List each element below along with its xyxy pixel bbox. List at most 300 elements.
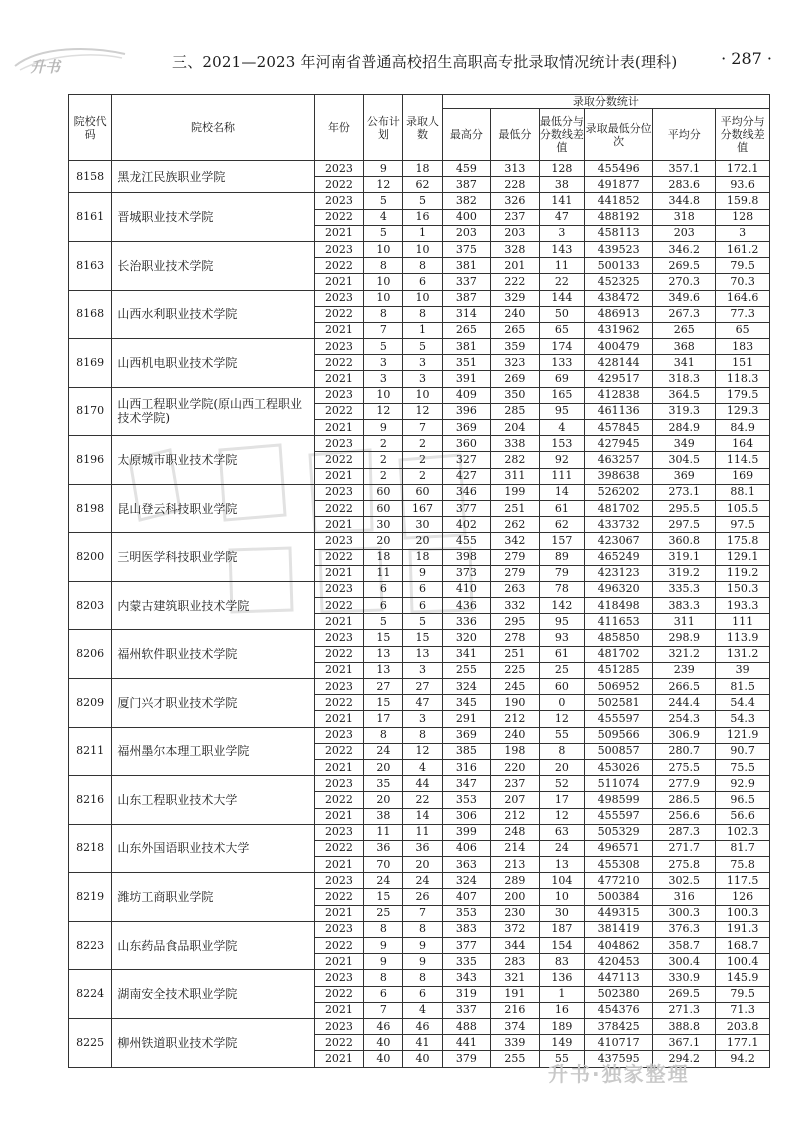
cell-avg-diff: 183 — [716, 339, 770, 355]
table-body — [69, 161, 770, 1068]
cell-plan: 8 — [364, 727, 403, 743]
cell-max-score: 320 — [442, 630, 491, 646]
cell-min-rank: 411653 — [585, 614, 653, 630]
cell-plan: 6 — [364, 986, 403, 1002]
table-header — [69, 95, 770, 161]
cell-min-diff: 111 — [539, 468, 584, 484]
cell-admit: 7 — [403, 905, 442, 921]
page-header — [30, 40, 772, 80]
cell-avg-score: 300.3 — [653, 905, 716, 921]
cell-avg-diff: 151 — [716, 355, 770, 371]
cell-max-score: 319 — [442, 986, 491, 1002]
cell-admit: 46 — [403, 1018, 442, 1034]
cell-admit: 9 — [403, 954, 442, 970]
cell-min-score: 222 — [491, 274, 540, 290]
cell-plan: 2 — [364, 468, 403, 484]
cell-year: 2023 — [314, 339, 364, 355]
cell-min-score: 245 — [491, 679, 540, 695]
cell-min-diff: 136 — [539, 970, 584, 986]
cell-avg-score: 369 — [653, 468, 716, 484]
cell-max-score: 345 — [442, 695, 491, 711]
cell-avg-score: 277.9 — [653, 776, 716, 792]
cell-plan: 10 — [364, 387, 403, 403]
cell-max-score: 343 — [442, 970, 491, 986]
cell-avg-score: 297.5 — [653, 517, 716, 533]
table-row — [69, 387, 770, 403]
cell-min-rank: 433732 — [585, 517, 653, 533]
cell-avg-diff: 126 — [716, 889, 770, 905]
cell-year: 2022 — [314, 258, 364, 274]
col-code: 院校代码 — [69, 95, 112, 161]
cell-min-score: 329 — [491, 290, 540, 306]
cell-year: 2021 — [314, 322, 364, 338]
cell-year: 2021 — [314, 857, 364, 873]
cell-min-rank: 418498 — [585, 598, 653, 614]
cell-min-score: 248 — [491, 824, 540, 840]
cell-min-diff: 83 — [539, 954, 584, 970]
cell-avg-diff: 119.2 — [716, 565, 770, 581]
cell-min-rank: 502581 — [585, 695, 653, 711]
cell-min-diff: 8 — [539, 743, 584, 759]
cell-admit: 15 — [403, 630, 442, 646]
cell-max-score: 387 — [442, 177, 491, 193]
cell-max-score: 387 — [442, 290, 491, 306]
cell-plan: 3 — [364, 371, 403, 387]
cell-avg-diff: 81.7 — [716, 840, 770, 856]
cell-max-score: 407 — [442, 889, 491, 905]
cell-avg-score: 306.9 — [653, 727, 716, 743]
school-code: 8196 — [69, 436, 112, 485]
cell-min-diff: 12 — [539, 711, 584, 727]
cell-min-diff: 95 — [539, 614, 584, 630]
cell-plan: 36 — [364, 840, 403, 856]
cell-plan: 13 — [364, 662, 403, 678]
cell-min-score: 283 — [491, 954, 540, 970]
cell-min-rank: 496320 — [585, 581, 653, 597]
cell-avg-diff: 121.9 — [716, 727, 770, 743]
cell-min-score: 240 — [491, 727, 540, 743]
cell-year: 2023 — [314, 193, 364, 209]
cell-min-diff: 12 — [539, 808, 584, 824]
cell-min-diff: 89 — [539, 549, 584, 565]
cell-min-score: 295 — [491, 614, 540, 630]
cell-min-score: 374 — [491, 1018, 540, 1034]
cell-max-score: 346 — [442, 484, 491, 500]
cell-min-rank: 500857 — [585, 743, 653, 759]
cell-min-diff: 3 — [539, 225, 584, 241]
cell-admit: 10 — [403, 290, 442, 306]
cell-year: 2021 — [314, 420, 364, 436]
cell-plan: 8 — [364, 970, 403, 986]
cell-max-score: 335 — [442, 954, 491, 970]
school-name: 山东药品食品职业学院 — [112, 921, 314, 970]
cell-min-score: 225 — [491, 662, 540, 678]
cell-avg-score: 275.8 — [653, 857, 716, 873]
cell-avg-score: 319.2 — [653, 565, 716, 581]
cell-plan: 7 — [364, 1002, 403, 1018]
cell-min-diff: 16 — [539, 1002, 584, 1018]
cell-avg-score: 203 — [653, 225, 716, 241]
cell-avg-score: 319.3 — [653, 403, 716, 419]
cell-min-rank: 449315 — [585, 905, 653, 921]
cell-min-score: 251 — [491, 646, 540, 662]
school-name: 湖南安全技术职业学院 — [112, 970, 314, 1019]
cell-admit: 13 — [403, 646, 442, 662]
cell-min-rank: 441852 — [585, 193, 653, 209]
cell-avg-diff: 88.1 — [716, 484, 770, 500]
cell-plan: 10 — [364, 274, 403, 290]
cell-avg-score: 254.3 — [653, 711, 716, 727]
cell-min-score: 203 — [491, 225, 540, 241]
table-row — [69, 727, 770, 743]
cell-max-score: 337 — [442, 274, 491, 290]
cell-avg-diff: 56.6 — [716, 808, 770, 824]
cell-max-score: 353 — [442, 905, 491, 921]
school-code: 8170 — [69, 387, 112, 436]
table-row — [69, 776, 770, 792]
school-name: 长治职业技术学院 — [112, 241, 314, 290]
cell-max-score: 381 — [442, 258, 491, 274]
school-name: 山东外国语职业技术大学 — [112, 824, 314, 873]
cell-avg-score: 280.7 — [653, 743, 716, 759]
cell-plan: 10 — [364, 290, 403, 306]
cell-max-score: 409 — [442, 387, 491, 403]
cell-avg-score: 271.3 — [653, 1002, 716, 1018]
cell-min-score: 191 — [491, 986, 540, 1002]
cell-min-score: 265 — [491, 322, 540, 338]
cell-plan: 60 — [364, 500, 403, 516]
cell-min-rank: 500384 — [585, 889, 653, 905]
cell-min-diff: 61 — [539, 646, 584, 662]
cell-avg-score: 295.5 — [653, 500, 716, 516]
cell-plan: 12 — [364, 403, 403, 419]
cell-min-rank: 485850 — [585, 630, 653, 646]
cell-year: 2021 — [314, 759, 364, 775]
cell-plan: 15 — [364, 630, 403, 646]
cell-min-rank: 400479 — [585, 339, 653, 355]
cell-max-score: 406 — [442, 840, 491, 856]
cell-avg-score: 284.9 — [653, 420, 716, 436]
cell-avg-score: 330.9 — [653, 970, 716, 986]
cell-year: 2023 — [314, 387, 364, 403]
cell-min-diff: 133 — [539, 355, 584, 371]
cell-min-rank: 378425 — [585, 1018, 653, 1034]
cell-max-score: 382 — [442, 193, 491, 209]
cell-min-score: 285 — [491, 403, 540, 419]
cell-min-diff: 50 — [539, 306, 584, 322]
cell-plan: 6 — [364, 598, 403, 614]
cell-min-rank: 451285 — [585, 662, 653, 678]
cell-min-rank: 511074 — [585, 776, 653, 792]
cell-avg-diff: 177.1 — [716, 1035, 770, 1051]
school-name: 内蒙古建筑职业技术学院 — [112, 581, 314, 630]
cell-plan: 25 — [364, 905, 403, 921]
cell-max-score: 400 — [442, 209, 491, 225]
col-max: 最高分 — [442, 109, 491, 161]
cell-plan: 4 — [364, 209, 403, 225]
cell-avg-diff: 168.7 — [716, 938, 770, 954]
cell-admit: 6 — [403, 986, 442, 1002]
cell-min-rank: 506952 — [585, 679, 653, 695]
school-code: 8198 — [69, 484, 112, 533]
cell-admit: 14 — [403, 808, 442, 824]
cell-min-score: 289 — [491, 873, 540, 889]
cell-min-rank: 420453 — [585, 954, 653, 970]
cell-min-score: 251 — [491, 500, 540, 516]
cell-min-score: 323 — [491, 355, 540, 371]
cell-max-score: 399 — [442, 824, 491, 840]
cell-max-score: 363 — [442, 857, 491, 873]
cell-year: 2022 — [314, 355, 364, 371]
cell-min-diff: 69 — [539, 371, 584, 387]
table-row — [69, 484, 770, 500]
cell-avg-diff: 111 — [716, 614, 770, 630]
school-code: 8158 — [69, 161, 112, 193]
cell-min-diff: 104 — [539, 873, 584, 889]
cell-avg-score: 318 — [653, 209, 716, 225]
cell-min-rank: 457845 — [585, 420, 653, 436]
cell-year: 2023 — [314, 290, 364, 306]
cell-avg-diff: 92.9 — [716, 776, 770, 792]
cell-max-score: 369 — [442, 420, 491, 436]
cell-admit: 11 — [403, 824, 442, 840]
cell-plan: 11 — [364, 565, 403, 581]
cell-plan: 24 — [364, 873, 403, 889]
cell-plan: 7 — [364, 322, 403, 338]
school-code: 8218 — [69, 824, 112, 873]
cell-min-rank: 398638 — [585, 468, 653, 484]
cell-avg-diff: 129.3 — [716, 403, 770, 419]
cell-admit: 5 — [403, 614, 442, 630]
col-rank: 录取最低分位次 — [585, 109, 653, 161]
cell-admit: 2 — [403, 436, 442, 452]
cell-year: 2022 — [314, 209, 364, 225]
cell-plan: 40 — [364, 1035, 403, 1051]
cell-avg-diff: 54.4 — [716, 695, 770, 711]
cell-plan: 24 — [364, 743, 403, 759]
cell-min-diff: 128 — [539, 161, 584, 177]
cell-year: 2022 — [314, 452, 364, 468]
cell-plan: 10 — [364, 241, 403, 257]
school-name: 潍坊工商职业学院 — [112, 873, 314, 922]
table-row — [69, 193, 770, 209]
cell-min-rank: 455597 — [585, 711, 653, 727]
cell-min-score: 201 — [491, 258, 540, 274]
cell-year: 2022 — [314, 177, 364, 193]
school-code: 8225 — [69, 1018, 112, 1067]
cell-avg-diff: 161.2 — [716, 241, 770, 257]
cell-avg-diff: 175.8 — [716, 533, 770, 549]
cell-min-diff: 11 — [539, 258, 584, 274]
cell-avg-diff: 96.5 — [716, 792, 770, 808]
cell-admit: 3 — [403, 355, 442, 371]
cell-year: 2021 — [314, 371, 364, 387]
cell-min-rank: 477210 — [585, 873, 653, 889]
cell-min-rank: 486913 — [585, 306, 653, 322]
cell-plan: 15 — [364, 889, 403, 905]
cell-avg-diff: 113.9 — [716, 630, 770, 646]
cell-min-rank: 496571 — [585, 840, 653, 856]
cell-year: 2022 — [314, 646, 364, 662]
cell-avg-diff: 193.3 — [716, 598, 770, 614]
cell-max-score: 360 — [442, 436, 491, 452]
cell-plan: 13 — [364, 646, 403, 662]
cell-max-score: 291 — [442, 711, 491, 727]
school-code: 8216 — [69, 776, 112, 825]
table-row — [69, 1018, 770, 1034]
cell-min-score: 344 — [491, 938, 540, 954]
cell-min-rank: 455597 — [585, 808, 653, 824]
cell-year: 2022 — [314, 598, 364, 614]
cell-year: 2021 — [314, 468, 364, 484]
cell-avg-diff: 191.3 — [716, 921, 770, 937]
cell-avg-diff: 164 — [716, 436, 770, 452]
cell-min-diff: 62 — [539, 517, 584, 533]
school-code: 8211 — [69, 727, 112, 776]
cell-avg-score: 388.8 — [653, 1018, 716, 1034]
cell-avg-diff: 75.5 — [716, 759, 770, 775]
cell-min-rank: 463257 — [585, 452, 653, 468]
cell-year: 2023 — [314, 679, 364, 695]
cell-min-score: 228 — [491, 177, 540, 193]
cell-avg-score: 300.4 — [653, 954, 716, 970]
col-plan: 公布计划 — [364, 95, 403, 161]
cell-min-rank: 526202 — [585, 484, 653, 500]
cell-max-score: 373 — [442, 565, 491, 581]
cell-admit: 41 — [403, 1035, 442, 1051]
cell-year: 2023 — [314, 970, 364, 986]
cell-admit: 8 — [403, 970, 442, 986]
cell-admit: 7 — [403, 420, 442, 436]
cell-year: 2022 — [314, 743, 364, 759]
cell-min-rank: 423067 — [585, 533, 653, 549]
cell-plan: 9 — [364, 954, 403, 970]
admission-table — [68, 94, 770, 1068]
cell-year: 2022 — [314, 549, 364, 565]
cell-min-diff: 92 — [539, 452, 584, 468]
school-code: 8168 — [69, 290, 112, 339]
cell-plan: 27 — [364, 679, 403, 695]
cell-avg-diff: 172.1 — [716, 161, 770, 177]
cell-min-diff: 78 — [539, 581, 584, 597]
cell-min-rank: 439523 — [585, 241, 653, 257]
cell-max-score: 381 — [442, 339, 491, 355]
cell-min-diff: 10 — [539, 889, 584, 905]
cell-year: 2023 — [314, 533, 364, 549]
school-code: 8219 — [69, 873, 112, 922]
cell-year: 2021 — [314, 711, 364, 727]
cell-min-score: 216 — [491, 1002, 540, 1018]
cell-plan: 3 — [364, 355, 403, 371]
cell-admit: 4 — [403, 759, 442, 775]
cell-avg-score: 287.3 — [653, 824, 716, 840]
cell-max-score: 324 — [442, 679, 491, 695]
cell-admit: 9 — [403, 938, 442, 954]
cell-min-diff: 153 — [539, 436, 584, 452]
cell-admit: 3 — [403, 371, 442, 387]
school-name: 山西机电职业技术学院 — [112, 339, 314, 388]
cell-plan: 8 — [364, 306, 403, 322]
cell-min-rank: 465249 — [585, 549, 653, 565]
cell-max-score: 353 — [442, 792, 491, 808]
cell-min-score: 262 — [491, 517, 540, 533]
cell-max-score: 336 — [442, 614, 491, 630]
cell-min-diff: 47 — [539, 209, 584, 225]
cell-min-score: 263 — [491, 581, 540, 597]
school-name: 福州软件职业技术学院 — [112, 630, 314, 679]
cell-year: 2023 — [314, 484, 364, 500]
cell-min-score: 207 — [491, 792, 540, 808]
cell-min-rank: 455308 — [585, 857, 653, 873]
cell-min-diff: 13 — [539, 857, 584, 873]
school-code: 8169 — [69, 339, 112, 388]
cell-avg-score: 349 — [653, 436, 716, 452]
cell-avg-diff: 105.5 — [716, 500, 770, 516]
cell-min-diff: 142 — [539, 598, 584, 614]
cell-year: 2023 — [314, 161, 364, 177]
cell-plan: 8 — [364, 921, 403, 937]
cell-avg-diff: 131.2 — [716, 646, 770, 662]
cell-min-score: 198 — [491, 743, 540, 759]
cell-min-rank: 427945 — [585, 436, 653, 452]
cell-min-score: 279 — [491, 565, 540, 581]
cell-admit: 44 — [403, 776, 442, 792]
cell-max-score: 402 — [442, 517, 491, 533]
cell-min-rank: 488192 — [585, 209, 653, 225]
cell-year: 2023 — [314, 630, 364, 646]
cell-avg-diff: 100.4 — [716, 954, 770, 970]
cell-admit: 18 — [403, 549, 442, 565]
cell-year: 2021 — [314, 662, 364, 678]
cell-min-score: 237 — [491, 776, 540, 792]
cell-min-diff: 38 — [539, 177, 584, 193]
cell-min-score: 240 — [491, 306, 540, 322]
col-avg: 平均分 — [653, 109, 716, 161]
cell-avg-score: 367.1 — [653, 1035, 716, 1051]
cell-avg-diff: 39 — [716, 662, 770, 678]
cell-avg-diff: 77.3 — [716, 306, 770, 322]
cell-plan: 5 — [364, 225, 403, 241]
cell-min-score: 230 — [491, 905, 540, 921]
cell-min-diff: 20 — [539, 759, 584, 775]
cell-max-score: 265 — [442, 322, 491, 338]
cell-max-score: 398 — [442, 549, 491, 565]
cell-year: 2023 — [314, 581, 364, 597]
cell-max-score: 391 — [442, 371, 491, 387]
table-row — [69, 436, 770, 452]
footer-watermark: 升书·独家整理 — [548, 1062, 690, 1086]
cell-year: 2022 — [314, 500, 364, 516]
cell-year: 2023 — [314, 776, 364, 792]
cell-min-rank: 505329 — [585, 824, 653, 840]
cell-admit: 5 — [403, 339, 442, 355]
cell-plan: 9 — [364, 161, 403, 177]
cell-min-diff: 157 — [539, 533, 584, 549]
school-name: 晋城职业技术学院 — [112, 193, 314, 242]
cell-min-rank: 437595 — [585, 1051, 653, 1067]
cell-year: 2021 — [314, 954, 364, 970]
cell-max-score: 306 — [442, 808, 491, 824]
cell-min-score: 282 — [491, 452, 540, 468]
cell-plan: 9 — [364, 420, 403, 436]
cell-avg-score: 376.3 — [653, 921, 716, 937]
cell-year: 2022 — [314, 792, 364, 808]
cell-min-score: 200 — [491, 889, 540, 905]
cell-admit: 5 — [403, 193, 442, 209]
table-row — [69, 970, 770, 986]
cell-admit: 16 — [403, 209, 442, 225]
cell-plan: 5 — [364, 614, 403, 630]
